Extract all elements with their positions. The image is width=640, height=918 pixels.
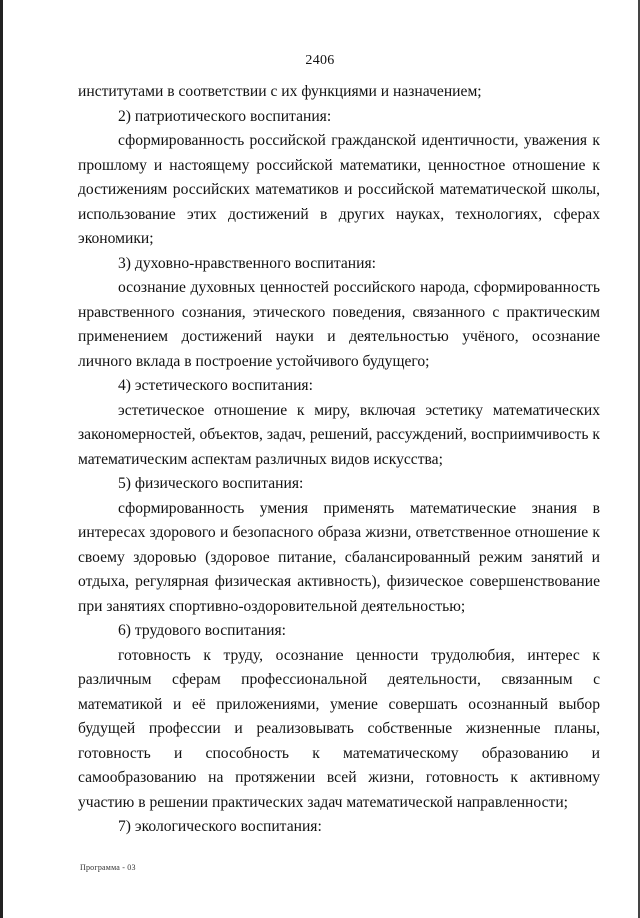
heading-patriotic: 2) патриотического воспитания: — [118, 107, 332, 125]
footer-label: Программа - 03 — [80, 863, 136, 872]
heading-ecological: 7) экологического воспитания: — [118, 818, 322, 835]
paragraph-spiritual: осознание духовных ценностей российского народа, сформированность нравственного сознания, этического поведения, связанного с практическим применением достижений науки и деятельностью учёного, осознание личного вклада в построение устойчивого будущего; — [78, 279, 600, 370]
paragraph-labor: готовность к труду, осознание ценности трудолюбия, интерес к различным сферам профессиональной деятельности, связанным с математикой и её приложениями, умение совершать осознанный выбор будущей профессии и реализовывать собственные жизненные планы, готовность и способность к математическому образованию и самообразованию на протяжении всей жизни, готовность к активному участию в решении практических задач математической направленности; — [78, 646, 600, 811]
paragraph-patriotic: сформированность российской гражданской идентичности, уважения к прошлому и настоящему российской математики, ценностное отношение к достижениям российских математиков и российской математической школы, использование этих достижений в других науках, технологиях, сферах экономики; — [78, 132, 600, 247]
page-number: 2406 — [305, 53, 335, 68]
scan-edge-left — [0, 0, 3, 918]
paragraph-continuation: институтами в соответствии с их функциями и назначением; — [78, 83, 482, 100]
heading-aesthetic: 4) эстетического воспитания: — [118, 377, 313, 394]
heading-labor: 6) трудового воспитания: — [118, 622, 286, 639]
heading-spiritual: 3) духовно-нравственного воспитания: — [118, 254, 376, 272]
body-text — [78, 80, 600, 840]
heading-physical: 5) физического воспитания: — [118, 475, 304, 492]
paragraph-aesthetic: эстетическое отношение к миру, включая эстетику математических закономерностей, объектов, задач, решений, рассуждений, восприимчивость к математическим аспектам различных видов искусства; — [78, 401, 600, 468]
paragraph-physical: сформированность умения применять математические знания в интересах здорового и безопасного образа жизни, ответственное отношение к своему здоровью (здоровое питание, сбалансированный режим занятий и отдыха, регулярная физическая активность), физическое совершенствование при занятиях спортивно-оздоровительной деятельностью; — [78, 499, 600, 615]
